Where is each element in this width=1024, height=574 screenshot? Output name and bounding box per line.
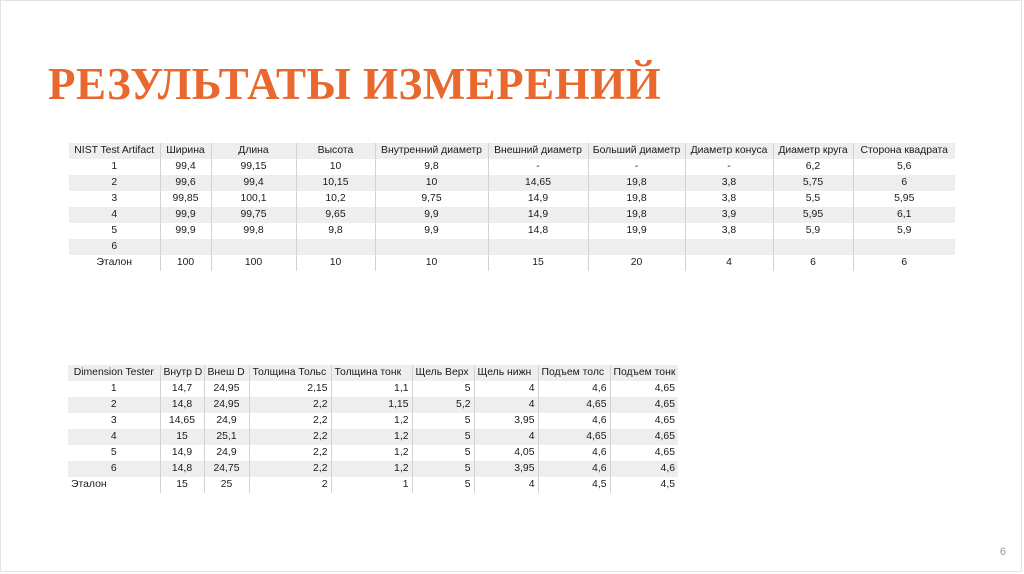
table-cell: 14,8 [488, 223, 588, 239]
table-cell: 5 [68, 445, 160, 461]
table-cell: 6 [68, 461, 160, 477]
table-cell: 10 [296, 255, 375, 271]
table-row [69, 207, 955, 223]
table-cell: 2,2 [249, 461, 331, 477]
table-cell: 5,9 [853, 223, 955, 239]
table-cell: 5 [412, 445, 474, 461]
table-cell: 99,8 [211, 223, 296, 239]
header-cell: Внеш D [204, 365, 249, 381]
header-cell: Внутренний диаметр [375, 143, 488, 159]
table-cell: 24,9 [204, 445, 249, 461]
table-cell: 6 [773, 255, 853, 271]
table-cell: 2,2 [249, 445, 331, 461]
table-cell: 4,05 [474, 445, 538, 461]
table-cell: 19,8 [588, 175, 685, 191]
header-cell: Высота [296, 143, 375, 159]
table-cell: 99,15 [211, 159, 296, 175]
table-cell: 99,4 [160, 159, 211, 175]
header-cell: Диаметр круга [773, 143, 853, 159]
table-row [69, 175, 955, 191]
table-cell: 19,9 [588, 223, 685, 239]
table-cell [160, 239, 211, 255]
etalon-row [68, 477, 678, 493]
table-cell: 4,65 [610, 445, 678, 461]
header-cell: Подъем тонк [610, 365, 678, 381]
table-cell: 4,65 [538, 429, 610, 445]
header-cell: Ширина [160, 143, 211, 159]
table-cell: 4 [474, 429, 538, 445]
dimension-tester-table [68, 365, 678, 493]
table-cell [588, 239, 685, 255]
table-cell: 10,2 [296, 191, 375, 207]
table-cell: 14,8 [160, 461, 204, 477]
table-cell: 99,75 [211, 207, 296, 223]
header-cell: Диаметр конуса [685, 143, 773, 159]
table-cell: 15 [488, 255, 588, 271]
header-cell: Длина [211, 143, 296, 159]
table-cell: 4,5 [538, 477, 610, 493]
header-cell: Сторона квадрата [853, 143, 955, 159]
table-cell: 1,2 [331, 461, 412, 477]
table-cell: 6,1 [853, 207, 955, 223]
table-cell: 1 [331, 477, 412, 493]
table-cell: 4,6 [538, 461, 610, 477]
table-cell: 4,65 [610, 429, 678, 445]
table-cell: 24,95 [204, 397, 249, 413]
table-cell: 9,8 [375, 159, 488, 175]
table-row [68, 445, 678, 461]
table-cell: 14,8 [160, 397, 204, 413]
table-cell: 9,9 [375, 223, 488, 239]
table-cell: 14,65 [488, 175, 588, 191]
table-cell: 2,2 [249, 413, 331, 429]
table-cell: 4,65 [538, 397, 610, 413]
table-cell: 5,5 [773, 191, 853, 207]
table-cell: 2,2 [249, 429, 331, 445]
header-cell: Dimension Tester [68, 365, 160, 381]
table-cell: 99,85 [160, 191, 211, 207]
table-cell: 14,9 [488, 191, 588, 207]
table-cell: 4,65 [610, 413, 678, 429]
table-cell: 5,6 [853, 159, 955, 175]
table-cell: 9,75 [375, 191, 488, 207]
header-cell: Подъем толс [538, 365, 610, 381]
table-cell [488, 239, 588, 255]
table-cell: 4,6 [538, 381, 610, 397]
table-cell: 14,7 [160, 381, 204, 397]
table-cell: 4 [474, 397, 538, 413]
table-cell: 15 [160, 477, 204, 493]
table-cell: Эталон [69, 255, 160, 271]
table-cell: 14,9 [160, 445, 204, 461]
table-cell: 99,4 [211, 175, 296, 191]
table-row [68, 381, 678, 397]
table-cell: 4,65 [610, 381, 678, 397]
table-cell: 5 [69, 223, 160, 239]
table-cell: 3,95 [474, 461, 538, 477]
table-cell: 19,8 [588, 191, 685, 207]
table-row [68, 461, 678, 477]
table-cell: - [588, 159, 685, 175]
table-cell [853, 239, 955, 255]
slide-title: РЕЗУЛЬТАТЫ ИЗМЕРЕНИЙ [48, 59, 662, 109]
table-cell: 15 [160, 429, 204, 445]
table-cell: 2,15 [249, 381, 331, 397]
table-cell: 9,9 [375, 207, 488, 223]
header-cell: Щель Верх [412, 365, 474, 381]
table-cell: 5,95 [773, 207, 853, 223]
table-cell: 5 [412, 429, 474, 445]
header-cell: NIST Test Artifact [69, 143, 160, 159]
table-cell: - [685, 159, 773, 175]
table-cell: 19,8 [588, 207, 685, 223]
table-cell: 3 [68, 413, 160, 429]
header-cell: Толщина тонк [331, 365, 412, 381]
table-cell: 99,9 [160, 223, 211, 239]
table-cell: 100 [160, 255, 211, 271]
table-cell: 100 [211, 255, 296, 271]
table-cell: 5 [412, 413, 474, 429]
table-cell [375, 239, 488, 255]
table-cell: 2,2 [249, 397, 331, 413]
table-cell: 1,2 [331, 413, 412, 429]
table-cell: 20 [588, 255, 685, 271]
header-cell: Больший диаметр [588, 143, 685, 159]
header-cell: Внешний диаметр [488, 143, 588, 159]
table-cell: 25 [204, 477, 249, 493]
table-cell: 5,9 [773, 223, 853, 239]
table-cell: 1 [69, 159, 160, 175]
table-cell: 5 [412, 461, 474, 477]
table-cell: 4 [474, 477, 538, 493]
header-cell: Внутр D [160, 365, 204, 381]
table-cell [685, 239, 773, 255]
table-cell: - [488, 159, 588, 175]
table-cell: 14,65 [160, 413, 204, 429]
table-cell: 5,2 [412, 397, 474, 413]
table-cell [296, 239, 375, 255]
table-cell: 10,15 [296, 175, 375, 191]
table-row [68, 397, 678, 413]
table-cell: 4 [474, 381, 538, 397]
table-cell: 2 [249, 477, 331, 493]
table-cell: 24,9 [204, 413, 249, 429]
table-cell: 10 [375, 255, 488, 271]
table-cell: 4 [69, 207, 160, 223]
table-row [68, 413, 678, 429]
table-cell: 24,95 [204, 381, 249, 397]
table-cell: 3,8 [685, 223, 773, 239]
table-cell: 5,75 [773, 175, 853, 191]
header-row [69, 143, 955, 159]
table-cell: Эталон [68, 477, 160, 493]
table-cell: 9,65 [296, 207, 375, 223]
table-row [69, 159, 955, 175]
table-cell: 99,6 [160, 175, 211, 191]
table-cell: 99,9 [160, 207, 211, 223]
table-cell: 1 [68, 381, 160, 397]
table-cell: 4 [68, 429, 160, 445]
table-row [69, 239, 955, 255]
table-row [69, 223, 955, 239]
page-number: 6 [999, 546, 1006, 558]
table-cell: 9,8 [296, 223, 375, 239]
table-cell: 5 [412, 381, 474, 397]
table-cell: 3 [69, 191, 160, 207]
header-row [68, 365, 678, 381]
header-cell: Щель нижн [474, 365, 538, 381]
table-cell: 4,6 [538, 445, 610, 461]
table-cell: 14,9 [488, 207, 588, 223]
table-cell: 3,95 [474, 413, 538, 429]
table-cell: 4,65 [610, 397, 678, 413]
table-cell [773, 239, 853, 255]
table-cell: 2 [69, 175, 160, 191]
table-cell: 6 [69, 239, 160, 255]
table-cell: 1,15 [331, 397, 412, 413]
table-cell: 3,8 [685, 191, 773, 207]
table-cell: 1,1 [331, 381, 412, 397]
table-cell [211, 239, 296, 255]
table-cell: 4,6 [538, 413, 610, 429]
table-cell: 4,6 [610, 461, 678, 477]
table-cell: 10 [296, 159, 375, 175]
table-cell: 25,1 [204, 429, 249, 445]
table-row [69, 191, 955, 207]
nist-results-table [69, 143, 955, 271]
table-cell: 1,2 [331, 429, 412, 445]
table-cell: 1,2 [331, 445, 412, 461]
table-cell: 3,9 [685, 207, 773, 223]
table-cell: 2 [68, 397, 160, 413]
etalon-row [69, 255, 955, 271]
table-cell: 10 [375, 175, 488, 191]
header-cell: Толщина Тольс [249, 365, 331, 381]
table-cell: 5 [412, 477, 474, 493]
table-cell: 24,75 [204, 461, 249, 477]
table-cell: 6,2 [773, 159, 853, 175]
table-cell: 3,8 [685, 175, 773, 191]
table-cell: 6 [853, 255, 955, 271]
table-cell: 5,95 [853, 191, 955, 207]
table-cell: 4 [685, 255, 773, 271]
table-cell: 6 [853, 175, 955, 191]
table-cell: 100,1 [211, 191, 296, 207]
table-row [68, 429, 678, 445]
table-cell: 4,5 [610, 477, 678, 493]
